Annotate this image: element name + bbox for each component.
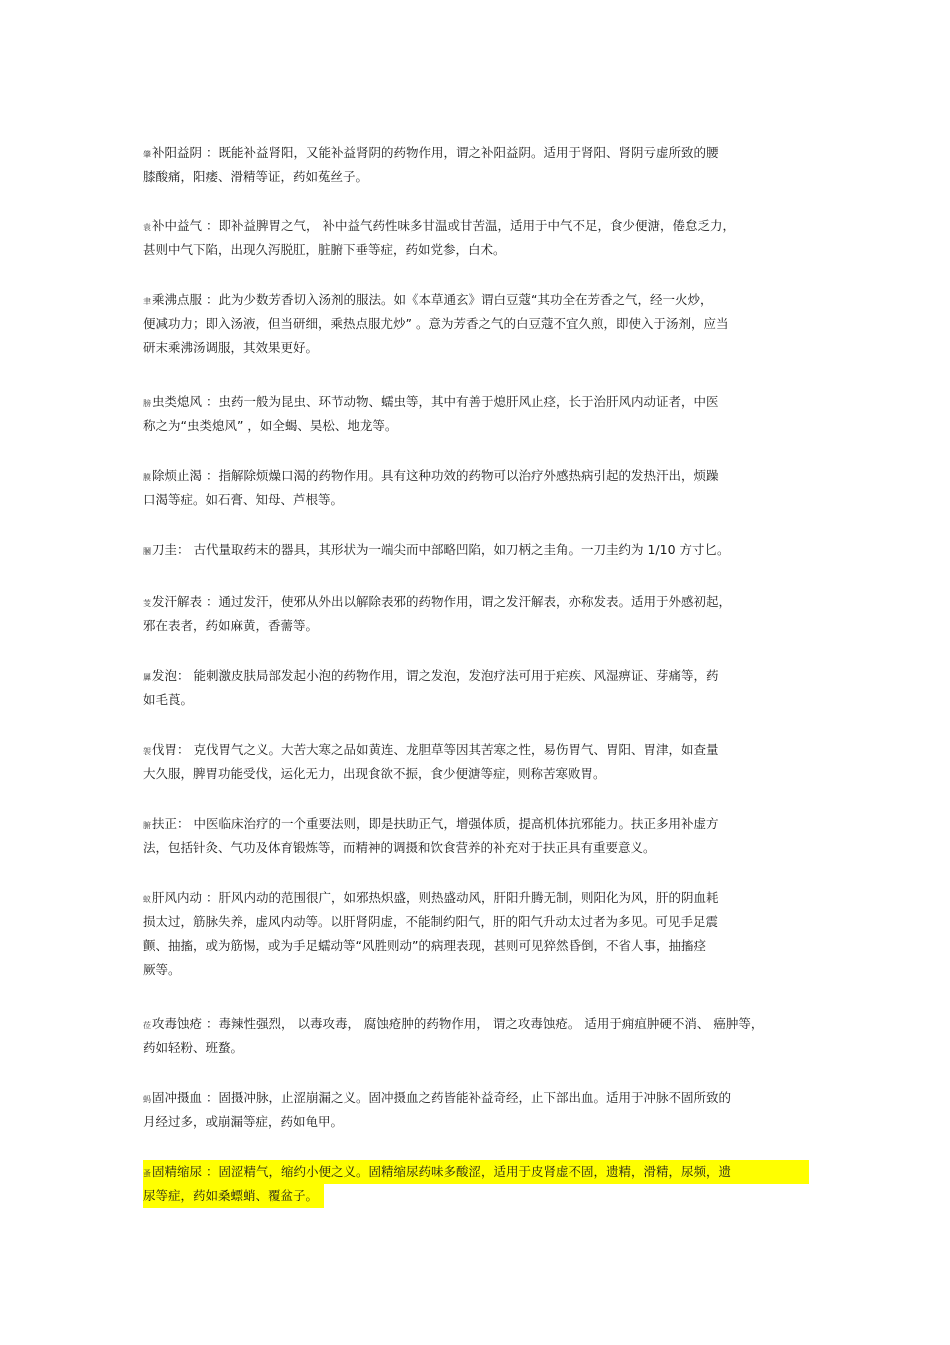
entry-line: [143, 165, 808, 189]
entry-text: 厥等。: [143, 962, 181, 977]
entry-line: [143, 590, 808, 614]
glossary-entry: [143, 1086, 808, 1134]
entry-line: [143, 934, 808, 958]
entry-marker: 羼: [143, 673, 151, 682]
entry-line: [143, 538, 808, 562]
glossary-entry: [143, 1012, 808, 1060]
entry-line: [143, 664, 808, 688]
entry-line: [143, 312, 808, 336]
entry-text: 如毛莨。: [143, 692, 194, 707]
glossary-entry: [143, 590, 808, 638]
entry-text: 刀圭： 古代量取药末的器具，其形状为一端尖而中部略凹陷，如刀柄之圭角。一刀圭约为 1/10 方寸匕。: [152, 542, 730, 557]
entry-line: [143, 836, 808, 860]
glossary-entry: [143, 812, 808, 860]
entry-text: 补中益气 ：即补益脾胃之气， 补中益气药性味多甘温或甘苦温，适用于中气不足，食少便溏，倦怠乏力，: [152, 218, 735, 233]
entry-line: [143, 1036, 808, 1060]
entry-text: 大久服，脾胃功能受伐，运化无力，出现食欲不振，食少便溏等症，则称苦寒败胃。: [143, 766, 606, 781]
entry-line: [143, 390, 808, 414]
glossary-entry: [143, 288, 808, 360]
entry-text: 除烦止渴 ：指解除烦燥口渴的药物作用。具有这种功效的药物可以治疗外感热病引起的发热汗出，烦躁: [152, 468, 719, 483]
entry-marker: 蚂: [143, 1095, 151, 1104]
glossary-entry: [143, 1160, 808, 1208]
entry-marker: 蚤: [143, 1169, 151, 1178]
entry-marker: 膀: [143, 399, 151, 408]
entry-text: 颤、抽搐，或为筋惕，或为手足蠕动等“风胜则动”的病理表现，甚则可见猝然昏倒，不省人事，抽搐痉: [143, 938, 706, 953]
entry-text: 乘沸点服 ：此为少数芳香切入汤剂的服法。如《本草通玄》谓白豆蔻“其功全在芳香之气，经一火炒，: [152, 292, 713, 307]
entry-marker: 膜: [143, 473, 151, 482]
glossary-entry: [143, 214, 808, 262]
entry-text: 扶正： 中医临床治疗的一个重要法则，即是扶助正气，增强体质，提高机体抗邪能力。扶正多用补虚方: [152, 816, 719, 831]
entry-text: 尿等症，药如桑螵蛸、覆盆子。: [143, 1188, 319, 1203]
entry-line: [143, 488, 808, 512]
glossary-entry: [143, 464, 808, 512]
entry-line: [143, 688, 808, 712]
entry-line: [143, 738, 808, 762]
entry-line: [143, 910, 808, 934]
entry-text: 伐胃： 克伐胃气之义。大苦大寒之品如黄连、龙胆草等因其苦寒之性，易伤胃气、胃阳、胃津，如查量: [152, 742, 719, 757]
entry-text: 攻毒蚀疮 ：毒辣性强烈， 以毒攻毒， 腐蚀疮肿的药物作用， 谓之攻毒蚀疮。 适用于痈疽肿硬不消、 癌肿等，: [152, 1016, 764, 1031]
entry-line: [143, 238, 808, 262]
entry-text: 便减功力；即入汤液，但当研细，乘热点服尤炒” 。意为芳香之气的白豆蔻不宜久煎，即使入于汤剂，应当: [143, 316, 729, 331]
entry-text: 邪在表者，药如麻黄，香薷等。: [143, 618, 319, 633]
entry-text: 法，包括针灸、气功及体育锻炼等，而精神的调摄和饮食营养的补充对于扶正具有重要意义。: [143, 840, 656, 855]
entry-text: 固冲摄血 ：固摄冲脉，止涩崩漏之义。固冲摄血之药皆能补益奇经，止下部出血。适用于冲脉不固所致的: [152, 1090, 731, 1105]
entry-text: 口渴等症。如石膏、知母、芦根等。: [143, 492, 344, 507]
entry-line: [143, 958, 808, 982]
glossary-entry: [143, 538, 808, 562]
entry-text: 膝酸痛，阳痿、滑精等证，药如菟丝子。: [143, 169, 369, 184]
entry-line: [143, 336, 808, 360]
entry-marker: 袈: [143, 747, 151, 756]
entry-marker: 膕: [143, 547, 151, 556]
entry-text: 固精缩尿 ：固涩精气，缩约小便之义。固精缩尿药味多酸涩，适用于皮肾虚不固，遗精，滑精，尿频，遗: [152, 1164, 731, 1179]
entry-line: [143, 1160, 809, 1184]
entry-line: [143, 214, 808, 238]
entry-line: [143, 614, 808, 638]
entry-line: [143, 414, 808, 438]
entry-marker: 腑: [143, 821, 151, 830]
entry-text: 研末乘沸汤调服，其效果更好。: [143, 340, 319, 355]
entry-line: [143, 141, 808, 165]
entry-line: [143, 812, 808, 836]
entry-marker: 芰: [143, 599, 151, 608]
glossary-entry: [143, 738, 808, 786]
entry-text: 月经过多，或崩漏等症，药如龟甲。: [143, 1114, 344, 1129]
entry-text: 称之为“虫类熄风” ，如全蝎、昊松、地龙等。: [143, 418, 398, 433]
entry-text: 甚则中气下陷，出现久泻脱肛，脏腑下垂等症，药如党参，白术。: [143, 242, 506, 257]
entry-marker: 莅: [143, 1021, 151, 1030]
entry-text: 发汗解表 ：通过发汗，使邪从外出以解除表邪的药物作用，谓之发汗解表，亦称发表。适用于外感初起，: [152, 594, 731, 609]
glossary-entry: [143, 390, 808, 438]
glossary-entry: [143, 886, 808, 982]
entry-text: 虫类熄风 ：虫药一般为昆虫、环节动物、蠕虫等，其中有善于熄肝风止痉，长于治肝风内动证者，中医: [152, 394, 719, 409]
glossary-entry: [143, 141, 808, 189]
entry-line: [143, 886, 808, 910]
entry-marker: 聿: [143, 297, 151, 306]
entry-line: [143, 762, 808, 786]
entry-line: [143, 288, 808, 312]
glossary-entry: [143, 664, 808, 712]
entry-line: [143, 1086, 808, 1110]
entry-text: 损太过，筋脉失养，虚风内动等。以肝肾阴虚，不能制约阳气，肝的阳气升动太过者为多见。可见手足震: [143, 914, 719, 929]
entry-marker: 袁: [143, 223, 151, 232]
entry-line: [143, 1184, 324, 1208]
entry-text: 肝风内动 ：肝风内动的范围很广，如邪热炽盛，则热盛动风，肝阳升腾无制，则阳化为风，肝的阴血耗: [152, 890, 719, 905]
entry-marker: 蚁: [143, 895, 151, 904]
entry-line: [143, 1110, 808, 1134]
entry-text: 补阳益阴 ：既能补益肾阳，又能补益肾阴的药物作用，谓之补阳益阴。适用于肾阳、肾阴亏虚所致的腰: [152, 145, 719, 160]
entry-text: 发泡： 能刺激皮肤局部发起小泡的药物作用，谓之发泡，发泡疗法可用于疟疾、风湿痹证、芽痛等，药: [152, 668, 719, 683]
entry-line: [143, 464, 808, 488]
entry-text: 药如轻粉、班蝥。: [143, 1040, 244, 1055]
entry-marker: 肇: [143, 150, 151, 159]
entry-line: [143, 1012, 808, 1036]
